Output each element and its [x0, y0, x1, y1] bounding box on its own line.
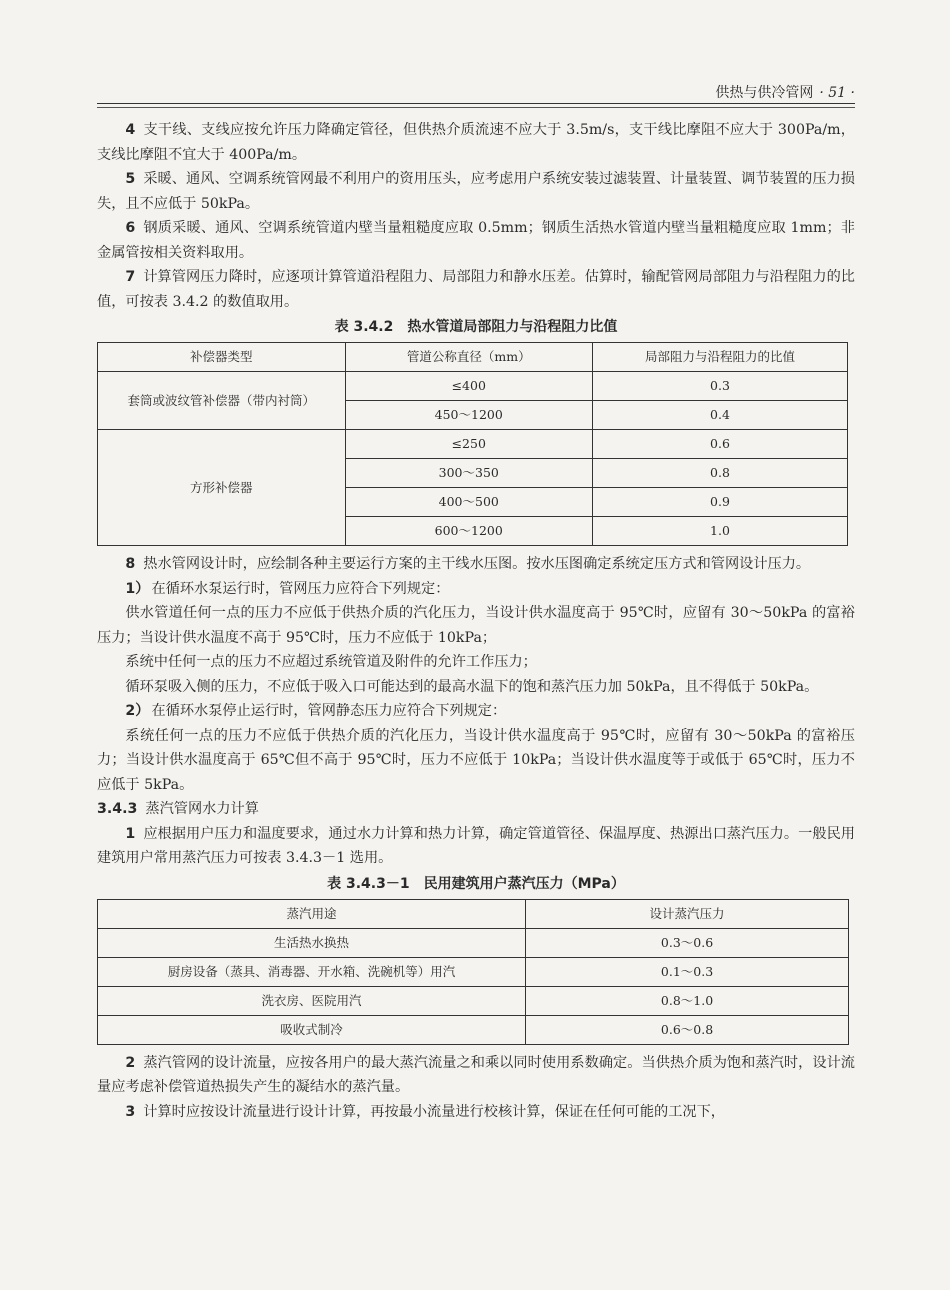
paragraph-8: 8 热水管网设计时，应绘制各种主要运行方案的主干线水压图。按水压图确定系统定压方式和管网设计压力。: [125, 556, 811, 572]
table-row: [98, 430, 848, 459]
table-cell: 450～1200: [345, 401, 593, 430]
table-cell: 1.0: [593, 517, 848, 546]
subitem-1-text: 循环泵吸入侧的压力，不应低于吸入口可能达到的最高水温下的饱和蒸汽压力加 50kPa，且不得低于 50kPa。: [125, 678, 819, 695]
paragraph-7: 7 计算管网压力降时，应逐项计算管道沿程阻力、局部阻力和静水压差。估算时，输配管网局部阻力与沿程阻力的比值，可按表 3.4.2 的数值取用。: [97, 269, 855, 310]
table-row: [98, 986, 849, 1015]
subitem-1-text: 供水管道任何一点的压力不应低于供热介质的汽化压力，当设计供水温度高于 95℃时，应留有 30～50kPa 的富裕压力；当设计供水温度不高于 95℃时，压力不应低于 10kPa；: [97, 605, 855, 646]
section-heading: 3.4.3 蒸汽管网水力计算: [97, 801, 259, 817]
table-cell: 方形补偿器: [98, 430, 346, 546]
table-cell: 0.1～0.3: [526, 957, 849, 986]
table-caption: 表 3.4.3－1 民用建筑用户蒸汽压力（MPa）: [327, 875, 625, 892]
table-cell: 300～350: [345, 459, 593, 488]
paragraph-343-3: 3 计算时应按设计流量进行设计计算，再按最小流量进行校核计算，保证在任何可能的工况下，: [125, 1103, 725, 1120]
subitem-2-text: 系统任何一点的压力不应低于供热介质的汽化压力，当设计供水温度高于 95℃时，应留有 30～50kPa 的富裕压力；当设计供水温度高于 65℃但不高于 95℃时，压力不应低于 10kPa；当设计供水温度等于或低于 65℃时，压力不应低于 5kPa。: [97, 727, 855, 793]
header-title: 供热与供冷管网: [715, 85, 814, 101]
table-cell: 0.3: [593, 372, 848, 401]
table-header-row: [98, 899, 849, 928]
table-cell: 0.6: [593, 430, 848, 459]
table-cell: 0.4: [593, 401, 848, 430]
page-number: · 51 ·: [819, 85, 855, 101]
table-row: [98, 372, 848, 401]
table-cell: 0.9: [593, 488, 848, 517]
table-row: [98, 928, 849, 957]
paragraph-6: 6 钢质采暖、通风、空调系统管道内壁当量粗糙度应取 0.5mm；钢质生活热水管道内壁当量粗糙度应取 1mm；非金属管按相关资料取用。: [97, 220, 855, 261]
subitem-1: 1） 在循环水泵运行时，管网压力应符合下列规定：: [125, 580, 450, 597]
subitem-2: 2） 在循环水泵停止运行时，管网静态压力应符合下列规定：: [125, 703, 507, 719]
table-cell: 生活热水换热: [98, 928, 526, 957]
table-cell: 0.3～0.6: [526, 928, 849, 957]
table-cell: 0.8: [593, 459, 848, 488]
table-header-cell: 局部阻力与沿程阻力的比值: [593, 343, 848, 372]
table-cell: 洗衣房、医院用汽: [98, 986, 526, 1015]
paragraph-4: 4 支干线、支线应按允许压力降确定管径，但供热介质流速不应大于 3.5m/s，支干线比摩阻不应大于 300Pa/m，支线比摩阻不宜大于 400Pa/m。: [97, 122, 855, 163]
table-cell: ≤250: [345, 430, 593, 459]
paragraph-5: 5 采暖、通风、空调系统管网最不利用户的资用压头，应考虑用户系统安装过滤装置、计量装置、调节装置的压力损失，且不应低于 50kPa。: [97, 171, 855, 212]
table-cell: 吸收式制冷: [98, 1015, 526, 1044]
table-caption: 表 3.4.2 热水管道局部阻力与沿程阻力比值: [334, 319, 618, 335]
paragraph-343-2: 2 蒸汽管网的设计流量，应按各用户的最大蒸汽流量之和乘以同时使用系数确定。当供热介质为饱和蒸汽时，设计流量应考虑补偿管道热损失产生的凝结水的蒸汽量。: [97, 1054, 855, 1095]
table-row: [98, 1015, 849, 1044]
body-text: [97, 118, 855, 1124]
table-cell: 套筒或波纹管补偿器（带内衬筒）: [98, 372, 346, 430]
header-rule-thin: [97, 107, 855, 108]
subitem-1-text: 系统中任何一点的压力不应超过系统管道及附件的允许工作压力；: [125, 654, 537, 670]
table-header-cell: 补偿器类型: [98, 343, 346, 372]
resistance-ratio-table: [97, 342, 848, 546]
table-header-cell: 设计蒸汽压力: [526, 899, 849, 928]
table-header-row: [98, 343, 848, 372]
table-cell: 0.6～0.8: [526, 1015, 849, 1044]
running-header: [97, 82, 855, 104]
steam-pressure-table: [97, 899, 849, 1045]
table-cell: ≤400: [345, 372, 593, 401]
table-cell: 0.8～1.0: [526, 986, 849, 1015]
paragraph-343-1: 1 应根据用户压力和温度要求，通过水力计算和热力计算，确定管道管径、保温厚度、热源出口蒸汽压力。一般民用建筑用户常用蒸汽压力可按表 3.4.3－1 选用。: [97, 825, 855, 866]
table-header-cell: 管道公称直径（mm）: [345, 343, 593, 372]
header-rule: [97, 103, 855, 104]
table-row: [98, 957, 849, 986]
table-header-cell: 蒸汽用途: [98, 899, 526, 928]
table-cell: 厨房设备（蒸具、消毒器、开水箱、洗碗机等）用汽: [98, 957, 526, 986]
table-cell: 600～1200: [345, 517, 593, 546]
table-cell: 400～500: [345, 488, 593, 517]
